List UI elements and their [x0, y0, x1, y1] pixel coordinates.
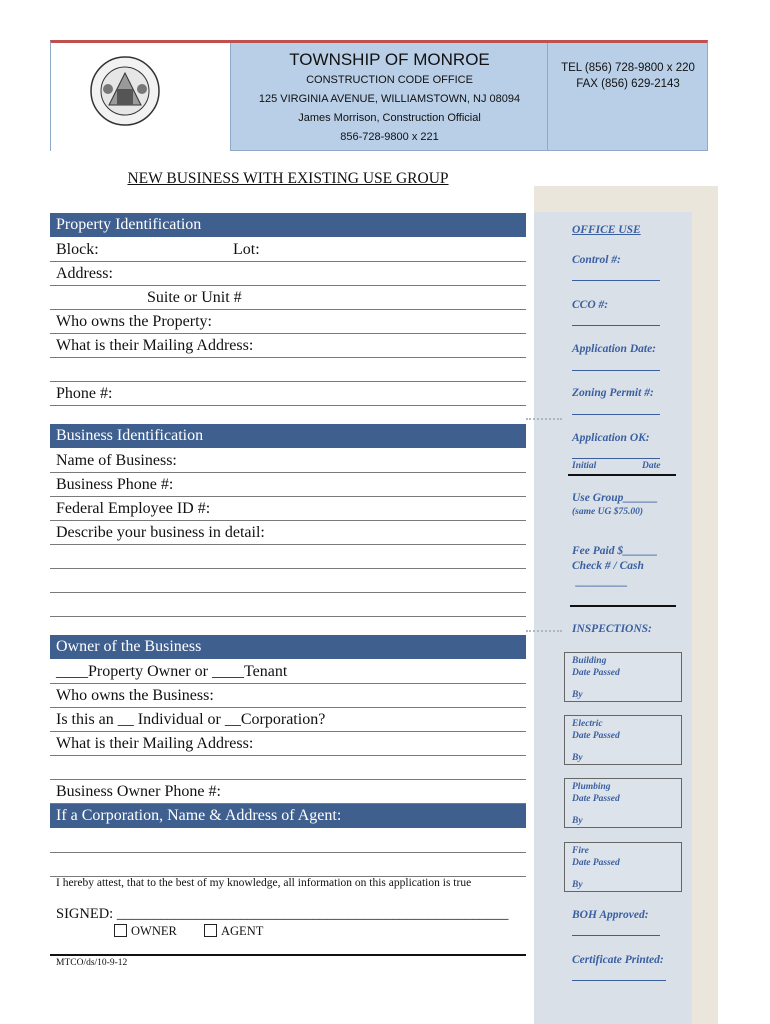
use-group-label[interactable]: Use Group______	[572, 492, 658, 504]
fax-number: FAX (856) 629-2143	[576, 78, 680, 90]
section-header-business: Business Identification	[50, 424, 526, 448]
describe-line-3[interactable]	[50, 593, 526, 617]
owner-mailing-continued[interactable]	[50, 756, 526, 780]
certificate-blank[interactable]	[572, 980, 666, 981]
attestation-text: I hereby attest, that to the best of my knowledge, all information on this application is true	[56, 877, 472, 889]
lot-label: Lot:	[233, 241, 260, 258]
business-name-row[interactable]: Name of Business:	[50, 449, 526, 473]
app-date-blank[interactable]	[572, 370, 660, 371]
agent-line-2[interactable]	[50, 853, 526, 877]
inspection-by: By	[572, 753, 583, 763]
date-label: Date	[642, 461, 661, 471]
inspection-date-passed: Date Passed	[572, 731, 620, 741]
control-blank[interactable]	[572, 280, 660, 281]
office-name: CONSTRUCTION CODE OFFICE	[306, 74, 473, 86]
divider-dotted	[526, 630, 562, 632]
office-use-heading: OFFICE USE	[572, 224, 641, 236]
owner-checkbox[interactable]	[114, 924, 127, 937]
cco-label: CCO #:	[572, 299, 609, 311]
control-label: Control #:	[572, 254, 621, 266]
agent-checkbox[interactable]	[204, 924, 217, 937]
zoning-blank[interactable]	[572, 414, 660, 415]
agent-option[interactable]	[204, 924, 263, 939]
inspection-by: By	[572, 880, 583, 890]
inspection-name: Building	[572, 656, 607, 666]
official-phone: 856-728-9800 x 221	[340, 131, 439, 143]
fee-paid-label[interactable]: Fee Paid $______	[572, 545, 658, 557]
section-header-property: Property Identification	[50, 213, 526, 237]
describe-line-1[interactable]	[50, 545, 526, 569]
letterhead	[50, 40, 708, 151]
inspection-name: Electric	[572, 719, 603, 729]
zoning-label: Zoning Permit #:	[572, 387, 654, 399]
agent-header: If a Corporation, Name & Address of Agent:	[50, 804, 526, 828]
signature-line[interactable]: SIGNED: ______________________________________________________	[56, 906, 509, 922]
office-use-panel	[534, 212, 692, 1024]
same-ug-note: (same UG $75.00)	[572, 507, 643, 517]
app-ok-blank[interactable]	[572, 458, 660, 459]
official-name: James Morrison, Construction Official	[298, 112, 481, 124]
owner-phone-row[interactable]: Business Owner Phone #:	[50, 780, 526, 804]
cco-blank[interactable]	[572, 325, 660, 326]
fee-rule	[570, 605, 676, 607]
suite-row[interactable]: Suite or Unit #	[50, 286, 526, 310]
owner-option[interactable]	[114, 924, 177, 939]
initial-label: Initial	[572, 461, 597, 471]
property-mailing-continued[interactable]	[50, 358, 526, 382]
inspection-box-fire[interactable]	[564, 842, 682, 892]
tel-number: TEL (856) 728-9800 x 220	[561, 62, 695, 74]
office-address: 125 VIRGINIA AVENUE, WILLIAMSTOWN, NJ 08094	[258, 93, 521, 105]
certificate-label: Certificate Printed:	[572, 954, 664, 966]
block-lot-row[interactable]	[50, 238, 526, 262]
owner-tenure-row[interactable]: ____Property Owner or ____Tenant	[50, 660, 526, 684]
inspection-date-passed: Date Passed	[572, 794, 620, 804]
app-ok-label: Application OK:	[572, 432, 650, 444]
business-phone-row[interactable]: Business Phone #:	[50, 473, 526, 497]
fein-row[interactable]: Federal Employee ID #:	[50, 497, 526, 521]
township-seal-icon	[84, 55, 166, 127]
owner-mailing-row[interactable]: What is their Mailing Address:	[50, 732, 526, 756]
inspection-by: By	[572, 816, 583, 826]
agent-label: AGENT	[221, 924, 264, 938]
agent-line-1[interactable]	[50, 829, 526, 853]
footer-rule	[50, 954, 526, 956]
describe-line-2[interactable]	[50, 569, 526, 593]
inspection-date-passed: Date Passed	[572, 858, 620, 868]
app-ok-rule	[568, 474, 676, 476]
property-mailing-row[interactable]: What is their Mailing Address:	[50, 334, 526, 358]
form-title: NEW BUSINESS WITH EXISTING USE GROUP	[127, 170, 449, 187]
divider-dotted	[526, 418, 562, 420]
inspection-box-electric[interactable]	[564, 715, 682, 765]
check-blank[interactable]: _________	[576, 576, 628, 588]
business-owner-row[interactable]: Who owns the Business:	[50, 684, 526, 708]
property-owner-row[interactable]: Who owns the Property:	[50, 310, 526, 334]
inspection-box-plumbing[interactable]	[564, 778, 682, 828]
describe-row[interactable]: Describe your business in detail:	[50, 521, 526, 545]
inspection-name: Plumbing	[572, 782, 611, 792]
inspection-date-passed: Date Passed	[572, 668, 620, 678]
address-block	[232, 43, 548, 151]
check-cash-label: Check # / Cash	[572, 560, 644, 572]
contact-block	[548, 43, 708, 151]
owner-label: OWNER	[131, 924, 177, 938]
section-header-owner: Owner of the Business	[50, 635, 526, 659]
seal-cell	[51, 43, 231, 151]
entity-type-row[interactable]: Is this an __ Individual or __Corporation?	[50, 708, 526, 732]
boh-label: BOH Approved:	[572, 909, 649, 921]
township-title: TOWNSHIP OF MONROE	[289, 50, 490, 69]
form-code: MTCO/ds/10-9-12	[56, 958, 128, 968]
inspection-box-building[interactable]	[564, 652, 682, 702]
app-date-label: Application Date:	[572, 343, 657, 355]
property-phone-row[interactable]: Phone #:	[50, 382, 526, 406]
boh-blank[interactable]	[572, 935, 660, 936]
inspections-label: INSPECTIONS:	[572, 623, 652, 635]
address-row[interactable]: Address:	[50, 262, 526, 286]
block-label: Block:	[56, 241, 99, 258]
inspection-by: By	[572, 690, 583, 700]
inspection-name: Fire	[572, 846, 589, 856]
